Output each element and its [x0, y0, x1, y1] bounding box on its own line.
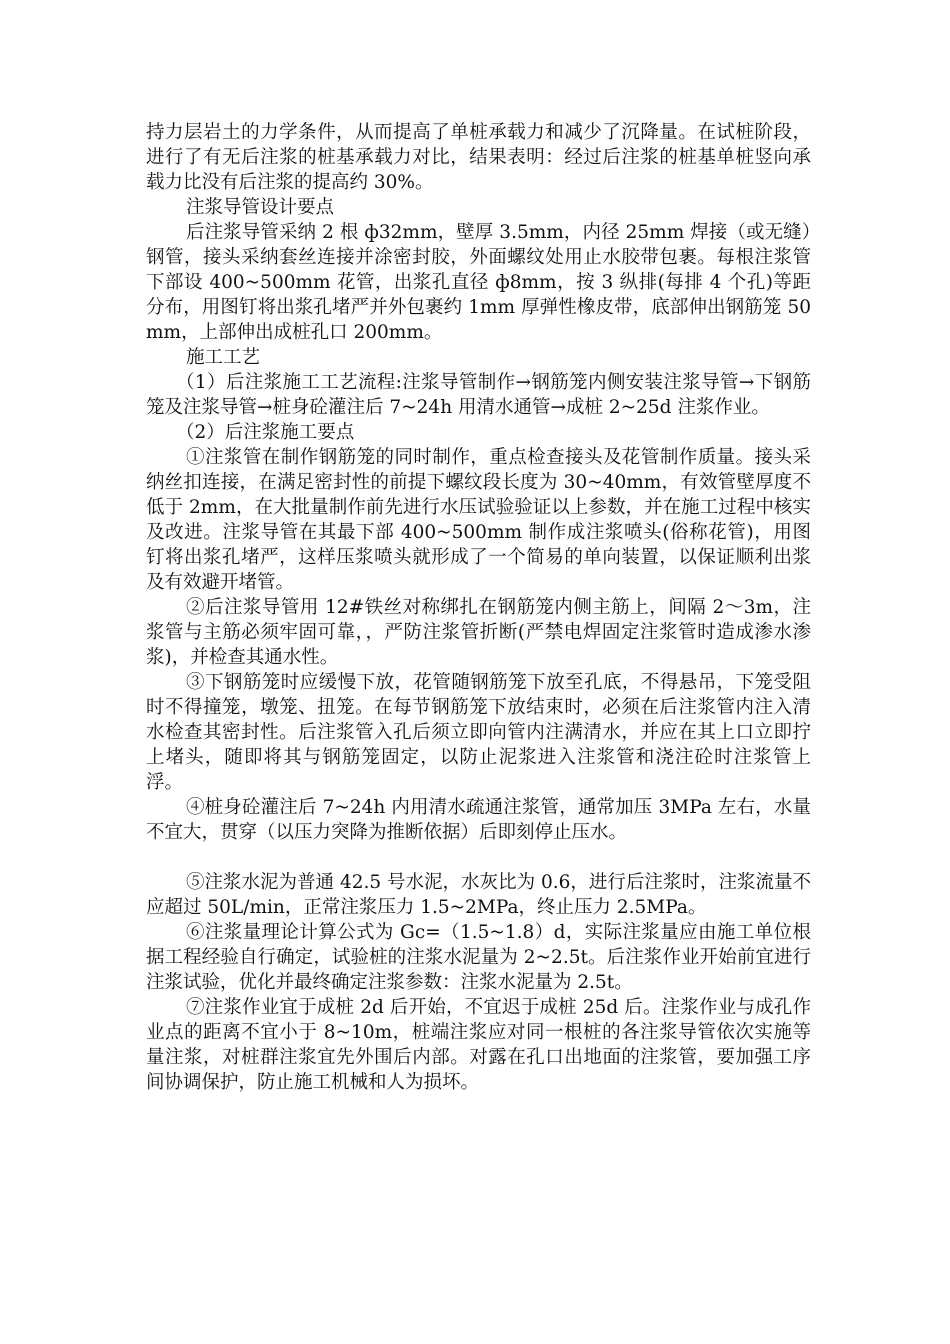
paragraph-point-2: ②后注浆导管用 12#铁丝对称绑扎在钢筋笼内侧主筋上，间隔 2～3m，注浆管与主筋必须牢固可靠，，严防注浆管折断(严禁电焊固定注浆管时造成渗水渗浆)，并检查其通水性。 — [146, 597, 811, 668]
paragraph-point-1: ①注浆管在制作钢筋笼的同时制作，重点检查接头及花管制作质量。接头采纳丝扣连接，在满足密封性的前提下螺纹段长度为 30~40mm，有效管壁厚度不低于 2mm，在大批量制作前先进行水压试验验证以上参数，并在施工过程中核实及改进。注浆导管在其最下部 400~500mm 制作成注浆喷头(俗称花管)，用图钉将出浆孔堵严，这样压浆喷头就形成了一个简易的单向装置，以保证顺利出浆及有效避开堵管。 — [146, 447, 811, 593]
paragraph-point-3: ③下钢筋笼时应缓慢下放，花管随钢筋笼下放至孔底，不得悬吊，下笼受阻时不得撞笼，墩笼、扭笼。在每节钢筋笼下放结束时，必须在后注浆管内注入清水检查其密封性。后注浆管入孔后须立即向管内注满清水，并应在其上口立即拧上堵头，随即将其与钢筋笼固定，以防止泥浆进入注浆管和浇注砼时注浆管上浮。 — [146, 672, 811, 793]
heading-construction-key-points: （2）后注浆施工要点 — [176, 422, 355, 443]
paragraph-process-flow: （1）后注浆施工工艺流程:注浆导管制作→钢筋笼内侧安装注浆导管→下钢筋笼及注浆导管→桩身砼灌注后 7~24h 用清水通管→成桩 2~25d 注浆作业。 — [146, 372, 811, 418]
paragraph-point-6: ⑥注浆量理论计算公式为 Gc=（1.5~1.8）d，实际注浆量应由施工单位根据工程经验自行确定，试验桩的注浆水泥量为 2~2.5t。后注浆作业开始前宜进行注浆试验，优化并最终确定注浆参数：注浆水泥量为 2.5t。 — [146, 922, 811, 993]
document-body — [146, 120, 811, 1095]
paragraph-grouting-pipe-spec: 后注浆导管采纳 2 根 ф32mm，壁厚 3.5mm，内径 25mm 焊接（或无缝）钢管，接头采纳套丝连接并涂密封胶，外面螺纹处用止水胶带包裹。每根注浆管下部设 400~500mm 花管，出浆孔直径 ф8mm，按 3 纵排(每排 4 个孔)等距分布，用图钉将出浆孔堵严并外包裹约 1mm 厚弹性橡皮带，底部伸出钢筋笼 50mm，上部伸出成桩孔口 200mm。 — [146, 222, 811, 343]
heading-grouting-pipe-design: 注浆导管设计要点 — [186, 197, 335, 218]
paragraph-bearing-layer-intro: 持力层岩土的力学条件，从而提高了单桩承载力和减少了沉降量。在试桩阶段，进行了有无后注浆的桩基承载力对比，结果表明：经过后注浆的桩基单桩竖向承载力比没有后注浆的提高约 30%。 — [146, 122, 811, 193]
paragraph-point-5: ⑤注浆水泥为普通 42.5 号水泥，水灰比为 0.6，进行后注浆时，注浆流量不应超过 50L/min，正常注浆压力 1.5~2MPa，终止压力 2.5MPa。 — [146, 872, 811, 918]
paragraph-point-4: ④桩身砼灌注后 7~24h 内用清水疏通注浆管，通常加压 3MPa 左右，水量不宜大，贯穿（以压力突降为推断依据）后即刻停止压水。 — [146, 797, 811, 843]
heading-construction-process: 施工工艺 — [186, 347, 261, 368]
paragraph-point-7: ⑦注浆作业宜于成桩 2d 后开始，不宜迟于成桩 25d 后。注浆作业与成孔作业点的距离不宜小于 8~10m，桩端注浆应对同一根桩的各注浆导管依次实施等量注浆，对桩群注浆宜先外围后内部。对露在孔口出地面的注浆管，要加强工序间协调保护，防止施工机械和人为损坏。 — [146, 997, 811, 1093]
